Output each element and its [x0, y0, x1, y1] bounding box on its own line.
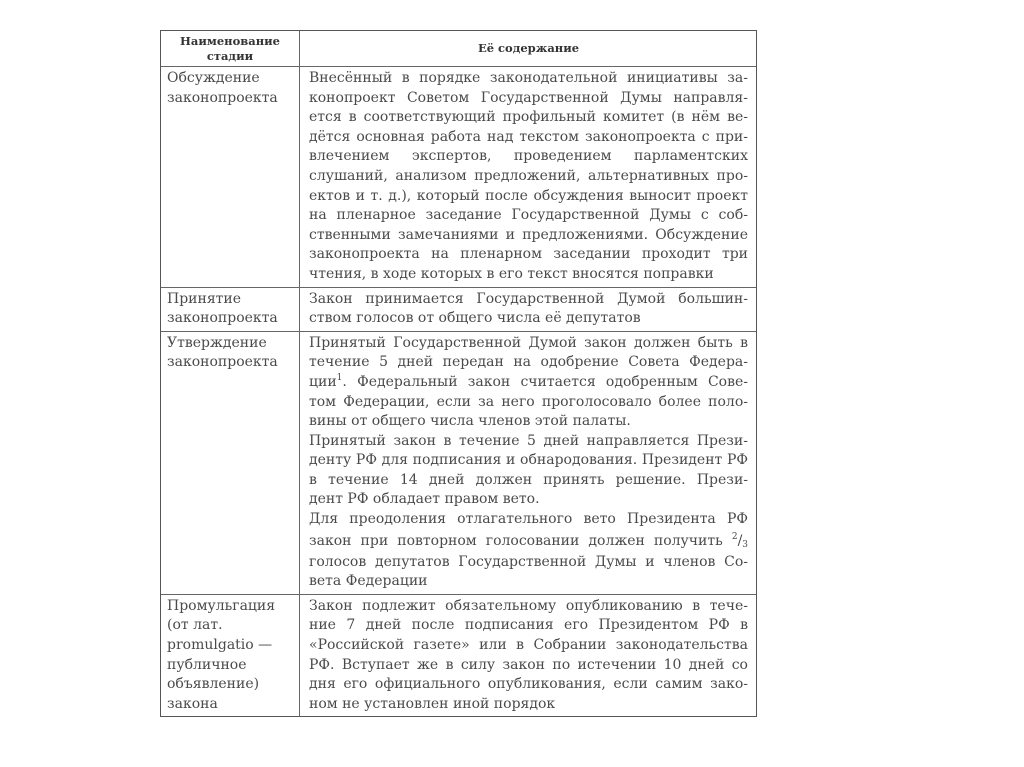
content-cell	[300, 288, 756, 331]
content-line: том Федерации, если за него проголосовало более поло-	[309, 393, 748, 410]
header-stage-name: Наименование стадии	[161, 31, 300, 66]
content-cell	[300, 332, 756, 594]
stage-text: публичное	[167, 656, 247, 673]
content-line: ется в соответствующий профильный комитет (в нём ве-	[309, 109, 748, 126]
header-content: Её содержание	[477, 41, 580, 55]
content-fragment: Федеральный закон считается одобренным Сове-	[357, 373, 748, 390]
fraction-numerator: 2	[731, 531, 738, 542]
content-line: Принятый закон в течение 5 дней направляется Прези-	[309, 432, 748, 449]
stage-cell	[161, 332, 300, 594]
content-line: влечением экспертов, проведением парламентских	[309, 148, 748, 165]
content-line: течение 5 дней передан на одобрение Совета Федера-	[309, 354, 748, 371]
content-line: Закон подлежит обязательному опубликованию в тече-	[309, 597, 748, 614]
stage-text: законопроекта	[167, 89, 278, 106]
content-cell	[300, 595, 756, 717]
content-line: ние 7 дней после подписания его Президентом РФ в	[309, 617, 748, 634]
table-row	[161, 67, 756, 288]
content-line: денту РФ для подписания и обнародования. Президент РФ	[309, 452, 748, 469]
stage-text: законопроекта	[167, 354, 278, 371]
stage-text: promulgatio —	[167, 637, 273, 654]
stage-text: закона	[167, 695, 218, 712]
content-line: дент РФ обладает правом вето.	[309, 491, 540, 508]
table-row	[161, 288, 756, 332]
content-cell	[300, 67, 756, 287]
content-fragment: закон при повторном голосовании должен получить	[309, 532, 723, 549]
stage-text: Принятие	[167, 290, 242, 307]
table-row	[161, 332, 756, 595]
stage-text: Обсуждение	[167, 70, 260, 86]
fraction-denominator: 3	[742, 539, 749, 550]
stage-text: Утверждение	[167, 334, 267, 351]
content-line: ции$^1$. Федеральный закон считается одобренным Сове-	[309, 372, 748, 390]
content-line: ектов и т. д.), который после обсуждения выносит проект	[309, 187, 748, 204]
stage-text: Промульгация	[167, 597, 276, 614]
content-line: ном не установлен иной порядок	[309, 695, 556, 712]
content-line: чтения, в ходе которых в его текст вносятся поправки	[309, 265, 714, 282]
content-line: законопроекта на пленарном заседании проходит три	[309, 246, 748, 263]
stage-cell	[161, 595, 300, 717]
content-line: «Российской газете» или в Собрании законодательства	[309, 637, 748, 654]
content-line: в течение 14 дней должен принять решение. Прези-	[309, 471, 748, 488]
table-row	[161, 595, 756, 717]
content-fragment: ции	[309, 373, 337, 390]
content-line: Принятый Государственной Думой закон должен быть в	[309, 334, 748, 351]
content-line: слушаний, анализом предложений, альтернативных про-	[309, 167, 748, 184]
content-line: вета Федерации	[309, 573, 428, 590]
content-line: ственными замечаниями и предложениями. Обсуждение	[309, 226, 748, 243]
stage-text: законопроекта	[167, 310, 278, 327]
stage-text: (от лат.	[167, 617, 223, 634]
stage-cell	[161, 67, 300, 287]
content-line	[309, 530, 748, 553]
stage-cell	[161, 288, 300, 331]
content-line: дётся основная работа над текстом законопроекта с при-	[309, 128, 748, 145]
content-line: Внесённый в порядке законодательной инициативы за-	[309, 70, 748, 86]
content-line: ством голосов от общего числа её депутатов	[309, 310, 641, 327]
fraction-two-thirds: $^2/_3$	[731, 531, 749, 550]
table-header-row	[161, 31, 756, 67]
stage-text: объявление)	[167, 676, 260, 693]
content-line: Для преодоления отлагательного вето Президента РФ	[309, 511, 748, 528]
legislative-stages-table	[160, 30, 757, 717]
content-line: конопроект Советом Государственной Думы направля-	[309, 89, 748, 106]
content-line: голосов депутатов Государственной Думы и членов Со-	[309, 553, 748, 570]
footnote-mark: 1	[336, 372, 343, 383]
content-line: на пленарное заседание Государственной Думы с соб-	[309, 207, 748, 224]
content-line: вины от общего числа членов этой палаты.	[309, 413, 631, 430]
content-line: Закон принимается Государственной Думой большин-	[309, 290, 748, 307]
content-line: дня его официального опубликования, если самим зако-	[309, 676, 748, 693]
content-line: РФ. Вступает же в силу закон по истечении 10 дней со	[309, 656, 748, 673]
